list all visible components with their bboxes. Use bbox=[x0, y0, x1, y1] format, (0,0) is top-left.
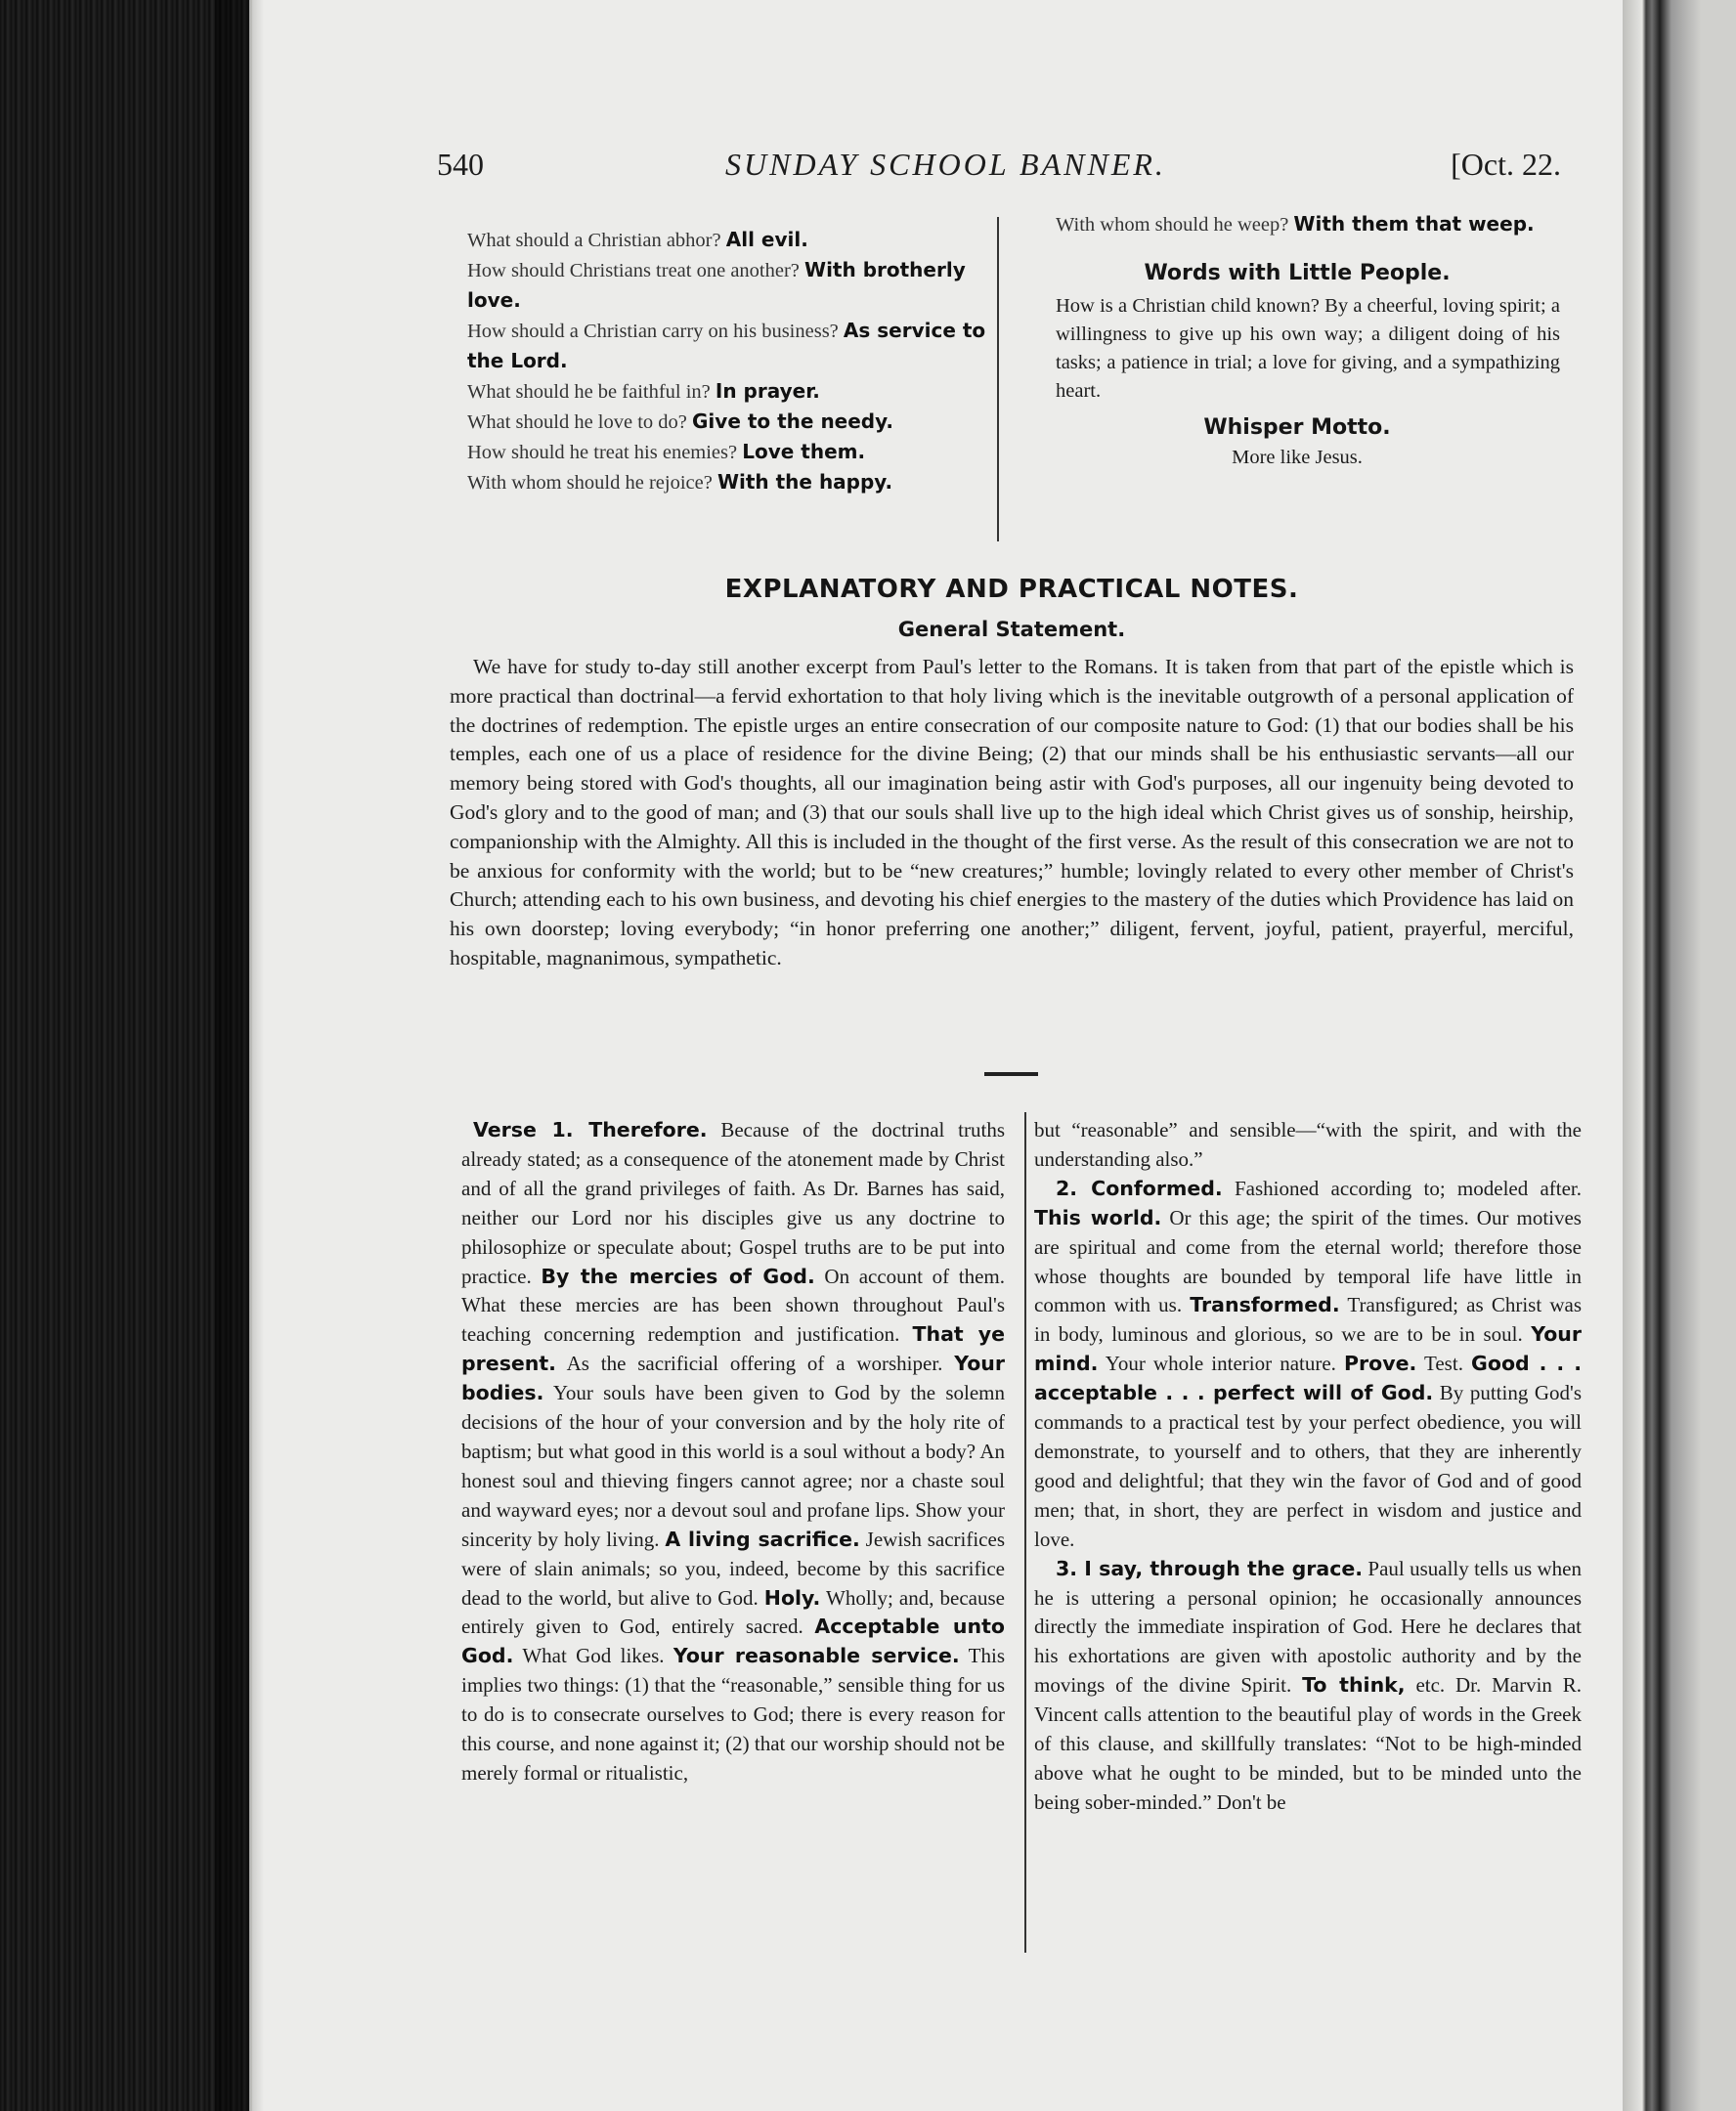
lemma-text: Your mind. bbox=[1034, 1322, 1582, 1376]
qa-item bbox=[446, 225, 988, 255]
qa-item bbox=[446, 316, 988, 376]
answer-text: With the happy. bbox=[716, 470, 893, 494]
qa-item: With whom should he weep? With them that weep. bbox=[1056, 212, 1535, 236]
question-text: How should Christians treat one another? bbox=[467, 260, 805, 281]
lemma-text: This world. bbox=[1034, 1205, 1162, 1229]
lemma-text: A living sacrifice. bbox=[665, 1527, 860, 1551]
question-text: What should he be faithful in? bbox=[467, 381, 716, 403]
qa-item bbox=[446, 467, 988, 497]
note-text: On account of them. What these mercies are has been shown throughout Paul's teaching concerning redemption and justification. bbox=[461, 1264, 1006, 1347]
page-number: 540 bbox=[437, 147, 484, 182]
lemma-text: Holy. bbox=[763, 1585, 821, 1610]
little-people-heading: Words with Little People. bbox=[1144, 261, 1451, 285]
notes-title: EXPLANATORY AND PRACTICAL NOTES. bbox=[724, 575, 1299, 604]
answer-text: Give to the needy. bbox=[692, 409, 893, 433]
running-head bbox=[437, 147, 1561, 195]
lemma-text: 3. I say, through the grace. bbox=[1056, 1556, 1364, 1580]
answer-text: As service to the Lord. bbox=[467, 319, 986, 372]
verse-2-note bbox=[1034, 1175, 1582, 1555]
note-text: By putting God's commands to a practical test by your perfect obedience, you will demonstrate, to yourself and to others, that they are inherently good and delightful; that they win the favor of God and of good men; that, in short, they are perfect in wisdom and justice and love. bbox=[1034, 1381, 1582, 1551]
note-text: Because of the doctrinal truths already stated; as a consequence of the atonement made by Christ and of all the grand privileges of faith. As Dr. Barnes has said, neither our Lord nor his disciples give us any doctrine to philosophize or speculate about; Gospel truths are to be put into practice. bbox=[461, 1118, 1005, 1288]
verse-3-note bbox=[1034, 1555, 1582, 1818]
lemma-text: Acceptable unto God. bbox=[461, 1615, 1005, 1668]
lemma-text: To think, bbox=[1302, 1673, 1406, 1698]
lemma-text: Your reasonable service. bbox=[673, 1644, 960, 1668]
column-rule-bottom bbox=[1024, 1112, 1026, 1953]
note-text: Your whole interior nature. bbox=[1098, 1352, 1345, 1376]
note-text: etc. Dr. Marvin R. Vincent calls attention to the beautiful play of words in the Greek of this clause, and skillfully translates: “Not to be high-minded above what he ought to be minded, but to be minded unto the being sober-minded.” Don't be bbox=[1034, 1673, 1583, 1814]
verse-notes-left bbox=[461, 1116, 1005, 1788]
journal-title: SUNDAY SCHOOL BANNER. bbox=[725, 147, 1166, 182]
note-text: Test. bbox=[1416, 1352, 1472, 1376]
lemma-text: By the mercies of God. bbox=[541, 1264, 815, 1288]
lemma-text: Good . . . acceptable . . . perfect will of God. bbox=[1034, 1352, 1582, 1405]
qa-item bbox=[446, 255, 988, 316]
lemma-text: Your bodies. bbox=[461, 1352, 1005, 1405]
lemma-text: Prove. bbox=[1344, 1352, 1417, 1376]
page-gutter-shadow bbox=[215, 0, 264, 2111]
question-text: How should he treat his enemies? bbox=[467, 442, 743, 463]
lemma-text: That ye present. bbox=[461, 1322, 1005, 1376]
catechism-right-column bbox=[1034, 209, 1560, 472]
note-text: Your souls have been given to God by the solemn decisions of the hour of your conversion and by the holy rite of baptism; but what good in this world is a soul without a body? An honest soul and thieving fingers cannot agree; nor a chaste soul and wayward eyes; nor a devout soul and profane lips. Show your sincerity by holy living. bbox=[461, 1381, 1005, 1551]
whisper-motto-text: More like Jesus. bbox=[1232, 447, 1363, 468]
qa-item bbox=[446, 437, 988, 467]
answer-text: All evil. bbox=[725, 228, 808, 251]
note-text: Fashioned according to; modeled after. bbox=[1222, 1176, 1583, 1200]
question-text: With whom should he rejoice? bbox=[467, 472, 717, 494]
qa-item bbox=[446, 376, 988, 407]
note-text: Jewish sacrifices were of slain animals; so you, indeed, become by this sacrifice dead to the world, but alive to God. bbox=[461, 1527, 1005, 1610]
whisper-motto-heading: Whisper Motto. bbox=[1203, 415, 1391, 440]
verse-notes-right bbox=[1034, 1116, 1582, 1818]
book-right-edge bbox=[1623, 0, 1736, 2111]
lemma-text: Transformed. bbox=[1190, 1293, 1340, 1317]
qa-item bbox=[446, 407, 988, 437]
lemma-text: Verse 1. Therefore. bbox=[473, 1118, 708, 1142]
verse-1-continuation: but “reasonable” and sensible—“with the spirit, and with the understanding also.” bbox=[1034, 1118, 1582, 1171]
answer-text: In prayer. bbox=[715, 379, 820, 403]
note-text: Paul usually tells us when he is uttering a personal opinion; he occasionally announces directly the immediate inspiration of God. Here he declares that his exhortations are given with apostolic authority and by the movings of the divine Spirit. bbox=[1034, 1556, 1582, 1698]
answer-text: With brotherly love. bbox=[467, 258, 966, 312]
note-text: This implies two things: (1) that the “reasonable,” sensible thing for us to do is to consecrate ourselves to God; there is every reason for this course, and none against it; (2) that our worship should not be merely formal or ritualistic, bbox=[461, 1644, 1005, 1785]
general-statement-text: We have for study to-day still another excerpt from Paul's letter to the Romans. It is taken from that part of the epistle which is more practical than doctrinal—a fervid exhortation to that holy living which is the inevitable outgrowth of a personal application of the doctrines of redemption. The epistle urges an entire consecration of our composite nature to God: (1) that our bodies shall be his temples, each one of us a place of residence for the divine Being; (2) that our minds shall be his enthusiastic servants—all our memory being stored with God's thoughts, all our imagination being astir with God's purposes, all our ingenuity being devoted to God's glory and to the good of man; and (3) that our souls shall live up to the high ideal which Christ gives us of sonship, heirship, companionship with the Almighty. All this is included in the thought of the first verse. As the result of this consecration we are not to be anxious for conformity with the world; but to be “new creatures;” humble; lovingly related to every other member of Christ's Church; attending each to his own business, and devoting his chief energies to the mastery of the duties which Providence has laid on his own doorstep; loving everybody; “in honor preferring one another;” diligent, fervent, joyful, patient, prayerful, merciful, hospitable, magnanimous, sympathetic. bbox=[450, 655, 1574, 969]
question-text: What should a Christian abhor? bbox=[467, 230, 726, 251]
note-text: Or this age; the spirit of the times. Our motives are spiritual and come from the eternal world; therefore those whose thoughts are bounded by temporal life have little in common with us. bbox=[1034, 1205, 1582, 1317]
catechism-left-column bbox=[446, 225, 988, 497]
note-text: Wholly; and, because entirely given to God, entirely sacred. bbox=[461, 1585, 1005, 1639]
general-statement-heading: General Statement. bbox=[897, 618, 1126, 641]
note-text: What God likes. bbox=[513, 1644, 673, 1668]
note-text: As the sacrificial offering of a worshiper. bbox=[555, 1352, 955, 1376]
lemma-text: 2. Conformed. bbox=[1056, 1176, 1223, 1200]
question-text: How should a Christian carry on his business? bbox=[467, 321, 844, 342]
answer-text: Love them. bbox=[742, 440, 866, 463]
section-divider bbox=[984, 1072, 1038, 1076]
note-text: Transfigured; as Christ was in body, luminous and glorious, so we are to be in soul. bbox=[1034, 1293, 1582, 1347]
question-text: What should he love to do? bbox=[467, 411, 693, 433]
little-people-text: How is a Christian child known? By a cheerful, loving spirit; a willingness to give up his own way; a diligent doing of his tasks; a patience in trial; a love for giving, and a sympathizing heart. bbox=[1056, 295, 1560, 402]
issue-date: [Oct. 22. bbox=[1451, 147, 1561, 182]
column-rule-top bbox=[997, 217, 999, 541]
book-fore-edge bbox=[0, 0, 249, 2111]
